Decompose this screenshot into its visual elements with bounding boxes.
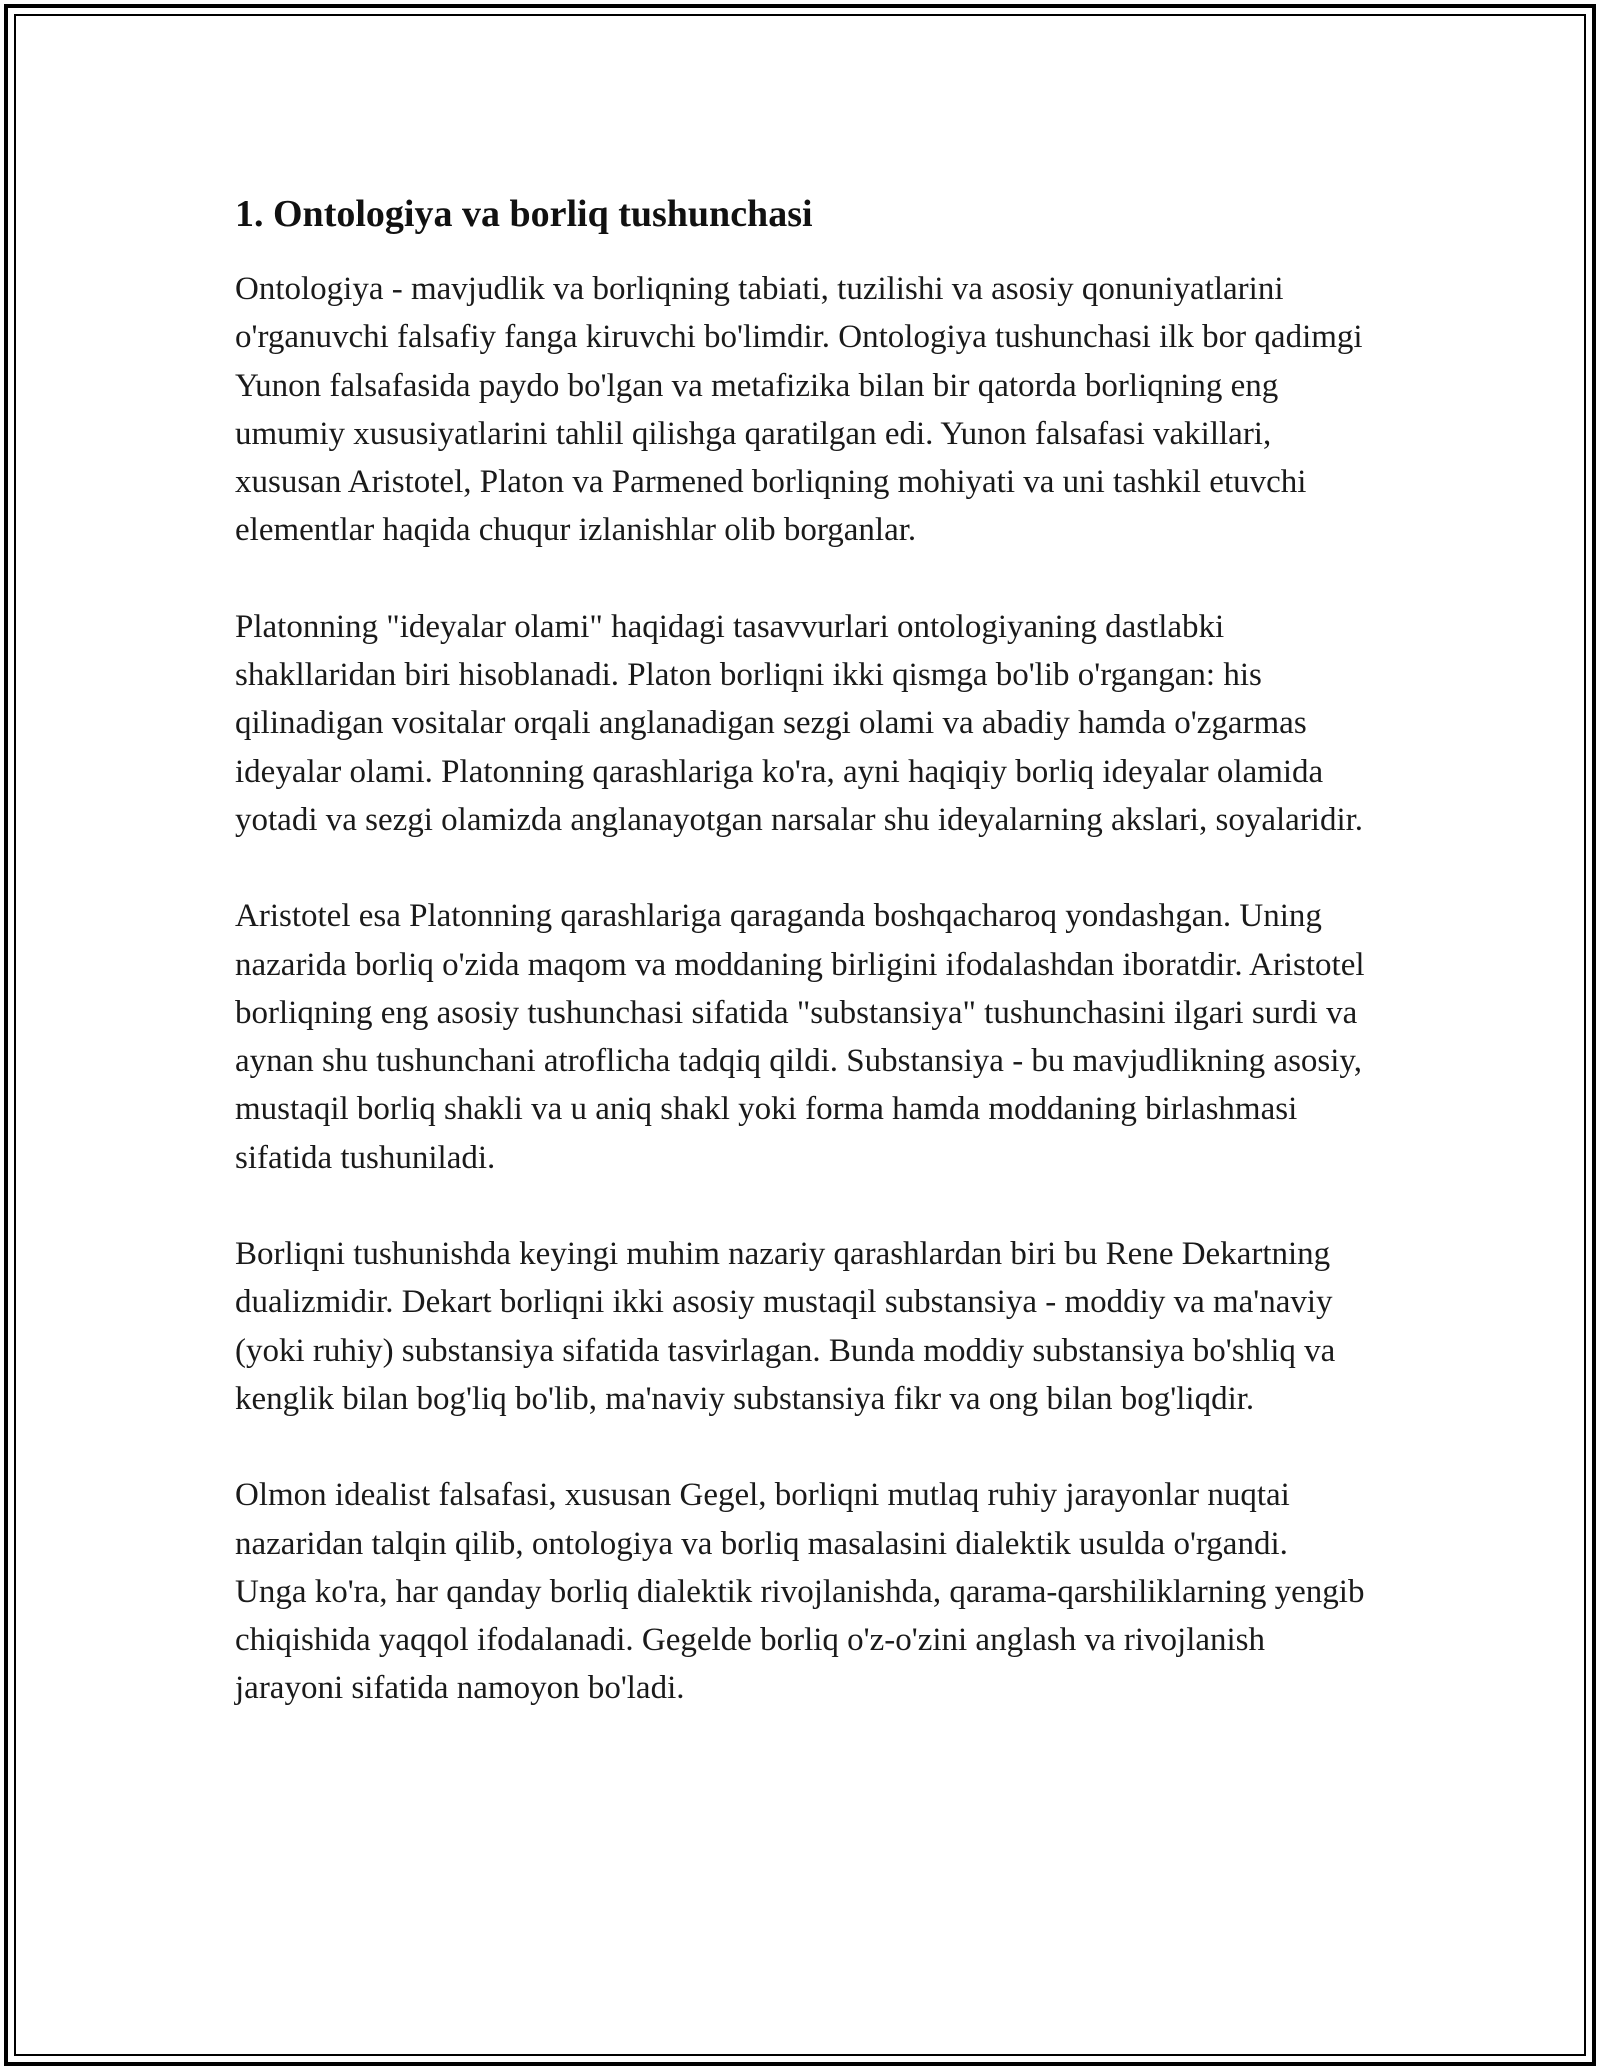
paragraph-ontology-definition: Ontologiya - mavjudlik va borliqning tabiati, tuzilishi va asosiy qonuniyatlarini o'rganuvchi falsafiy fanga kiruvchi bo'limdir. Ontologiya tushunchasi ilk bor qadimgi Yunon falsafasida paydo bo'lgan va metafizika bilan bir qatorda borliqning eng umumiy xususiyatlarini tahlil qilishga qaratilgan edi. Yunon falsafasi vakillari, xususan Aristotel, Platon va Parmened borliqning mohiyati va uni tashkil etuvchi elementlar haqida chuqur izlanishlar olib borganlar. xyxy=(235,271,1363,549)
paragraph-hegel: Olmon idealist falsafasi, xususan Gegel, borliqni mutlaq ruhiy jarayonlar nuqtai nazaridan talqin qilib, ontologiya va borliq masalasini dialektik usulda o'rgandi. Unga ko'ra, har qanday borliq dialektik rivojlanishda, qarama-qarshiliklarning yengib chiqishida yaqqol ifodalanadi. Gegelde borliq o'z-o'zini anglash va rivojlanish jarayoni sifatida namoyon bo'ladi. xyxy=(235,1477,1365,1707)
document-body xyxy=(235,185,1365,1761)
paragraph-aristotle: Aristotel esa Platonning qarashlariga qaraganda boshqacharoq yondashgan. Uning nazarida borliq o'zida maqom va moddaning birligini ifodalashdan iboratdir. Aristotel borliqning eng asosiy tushunchasi sifatida "substansiya" tushunchasini ilgari surdi va aynan shu tushunchani atroflicha tadqiq qildi. Substansiya - bu mavjudlikning asosiy, mustaqil borliq shakli va u aniq shakl yoki forma hamda moddaning birlashmasi sifatida tushuniladi. xyxy=(235,898,1365,1176)
section-heading: 1. Ontologiya va borliq tushunchasi xyxy=(235,193,813,235)
paragraph-descartes: Borliqni tushunishda keyingi muhim nazariy qarashlardan biri bu Rene Dekartning dualizmidir. Dekart borliqni ikki asosiy mustaqil substansiya - moddiy va ma'naviy (yoki ruhiy) substansiya sifatida tasvirlagan. Bunda moddiy substansiya bo'shliq va kenglik bilan bog'liq bo'lib, ma'naviy substansiya fikr va ong bilan bog'liqdir. xyxy=(235,1236,1336,1417)
paragraph-plato: Platonning "ideyalar olami" haqidagi tasavvurlari ontologiyaning dastlabki shakllaridan biri hisoblanadi. Platon borliqni ikki qismga bo'lib o'rgangan: his qilinadigan vositalar orqali anglanadigan sezgi olami va abadiy hamda o'zgarmas ideyalar olami. Platonning qarashlariga ko'ra, ayni haqiqiy borliq ideyalar olamida yotadi va sezgi olamizda anglanayotgan narsalar shu ideyalarning akslari, soyalaridir. xyxy=(235,608,1364,838)
